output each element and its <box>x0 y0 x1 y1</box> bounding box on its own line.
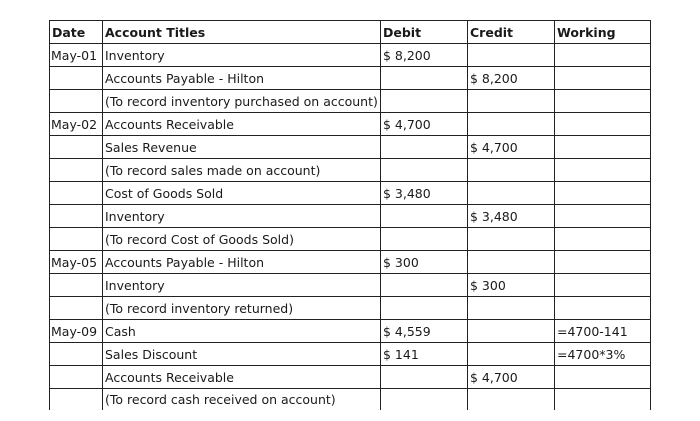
cell-working <box>555 159 651 182</box>
cell-debit <box>381 389 468 411</box>
table-row <box>50 251 651 274</box>
table-row <box>50 113 651 136</box>
table-row <box>50 205 651 228</box>
cell-date <box>50 67 103 90</box>
cell-credit <box>468 44 555 67</box>
table-row <box>50 228 651 251</box>
cell-date: May-01 <box>50 44 103 67</box>
cell-credit <box>468 251 555 274</box>
table-row <box>50 159 651 182</box>
cell-date <box>50 228 103 251</box>
cell-account: (To record inventory purchased on account) <box>103 90 381 113</box>
header-row <box>50 21 651 44</box>
cell-working <box>555 366 651 389</box>
cell-date <box>50 389 103 411</box>
header-date: Date <box>50 21 103 44</box>
cell-debit: $ 141 <box>381 343 468 366</box>
cell-account: (To record Cost of Goods Sold) <box>103 228 381 251</box>
cell-working <box>555 136 651 159</box>
cell-date <box>50 205 103 228</box>
table-row <box>50 90 651 113</box>
cell-working <box>555 90 651 113</box>
table-row <box>50 320 651 343</box>
cell-debit <box>381 228 468 251</box>
table-row <box>50 44 651 67</box>
header-account-titles: Account Titles <box>103 21 381 44</box>
cell-working <box>555 228 651 251</box>
cell-working <box>555 67 651 90</box>
table-row <box>50 389 651 411</box>
cell-credit <box>468 182 555 205</box>
cell-account: (To record cash received on account) <box>103 389 381 411</box>
cell-account: Accounts Receivable <box>103 366 381 389</box>
table-row <box>50 343 651 366</box>
cell-credit: $ 300 <box>468 274 555 297</box>
cell-working <box>555 297 651 320</box>
cell-date <box>50 297 103 320</box>
cell-account: (To record inventory returned) <box>103 297 381 320</box>
cell-debit: $ 3,480 <box>381 182 468 205</box>
cell-date <box>50 366 103 389</box>
cell-date <box>50 274 103 297</box>
cell-working: =4700-141 <box>555 320 651 343</box>
cell-date: May-05 <box>50 251 103 274</box>
cell-account: Accounts Payable - Hilton <box>103 251 381 274</box>
cell-date <box>50 182 103 205</box>
header-credit: Credit <box>468 21 555 44</box>
header-working: Working <box>555 21 651 44</box>
table-row <box>50 67 651 90</box>
cell-account: Cash <box>103 320 381 343</box>
cell-working <box>555 274 651 297</box>
cell-credit <box>468 90 555 113</box>
cell-debit <box>381 205 468 228</box>
cell-account: Accounts Receivable <box>103 113 381 136</box>
cell-debit <box>381 274 468 297</box>
cell-date <box>50 343 103 366</box>
cell-working <box>555 251 651 274</box>
cell-account: Inventory <box>103 44 381 67</box>
cell-credit: $ 4,700 <box>468 366 555 389</box>
cell-account: (To record sales made on account) <box>103 159 381 182</box>
cell-credit <box>468 389 555 411</box>
cell-date: May-02 <box>50 113 103 136</box>
cell-date <box>50 136 103 159</box>
header-debit: Debit <box>381 21 468 44</box>
cell-debit <box>381 159 468 182</box>
cell-credit <box>468 159 555 182</box>
cell-working <box>555 205 651 228</box>
cell-credit <box>468 343 555 366</box>
table-row <box>50 182 651 205</box>
cell-debit <box>381 90 468 113</box>
cell-working <box>555 182 651 205</box>
cell-working: =4700*3% <box>555 343 651 366</box>
cell-account: Inventory <box>103 205 381 228</box>
cell-debit <box>381 136 468 159</box>
cell-debit <box>381 67 468 90</box>
cell-date <box>50 159 103 182</box>
journal-entries-table <box>49 20 651 410</box>
cell-credit: $ 8,200 <box>468 67 555 90</box>
cell-credit: $ 3,480 <box>468 205 555 228</box>
cell-date <box>50 90 103 113</box>
table-row <box>50 274 651 297</box>
cell-account: Accounts Payable - Hilton <box>103 67 381 90</box>
cell-credit <box>468 297 555 320</box>
cell-account: Sales Revenue <box>103 136 381 159</box>
cell-credit <box>468 113 555 136</box>
table-row <box>50 136 651 159</box>
cell-debit <box>381 297 468 320</box>
cell-working <box>555 113 651 136</box>
cell-debit <box>381 366 468 389</box>
cell-working <box>555 44 651 67</box>
cell-account: Cost of Goods Sold <box>103 182 381 205</box>
cell-account: Sales Discount <box>103 343 381 366</box>
cell-date: May-09 <box>50 320 103 343</box>
cell-credit: $ 4,700 <box>468 136 555 159</box>
cell-credit <box>468 320 555 343</box>
table-row <box>50 297 651 320</box>
cell-debit: $ 4,700 <box>381 113 468 136</box>
cell-debit: $ 4,559 <box>381 320 468 343</box>
cell-debit: $ 300 <box>381 251 468 274</box>
cell-debit: $ 8,200 <box>381 44 468 67</box>
table-row <box>50 366 651 389</box>
cell-credit <box>468 228 555 251</box>
cell-account: Inventory <box>103 274 381 297</box>
cell-working <box>555 389 651 411</box>
